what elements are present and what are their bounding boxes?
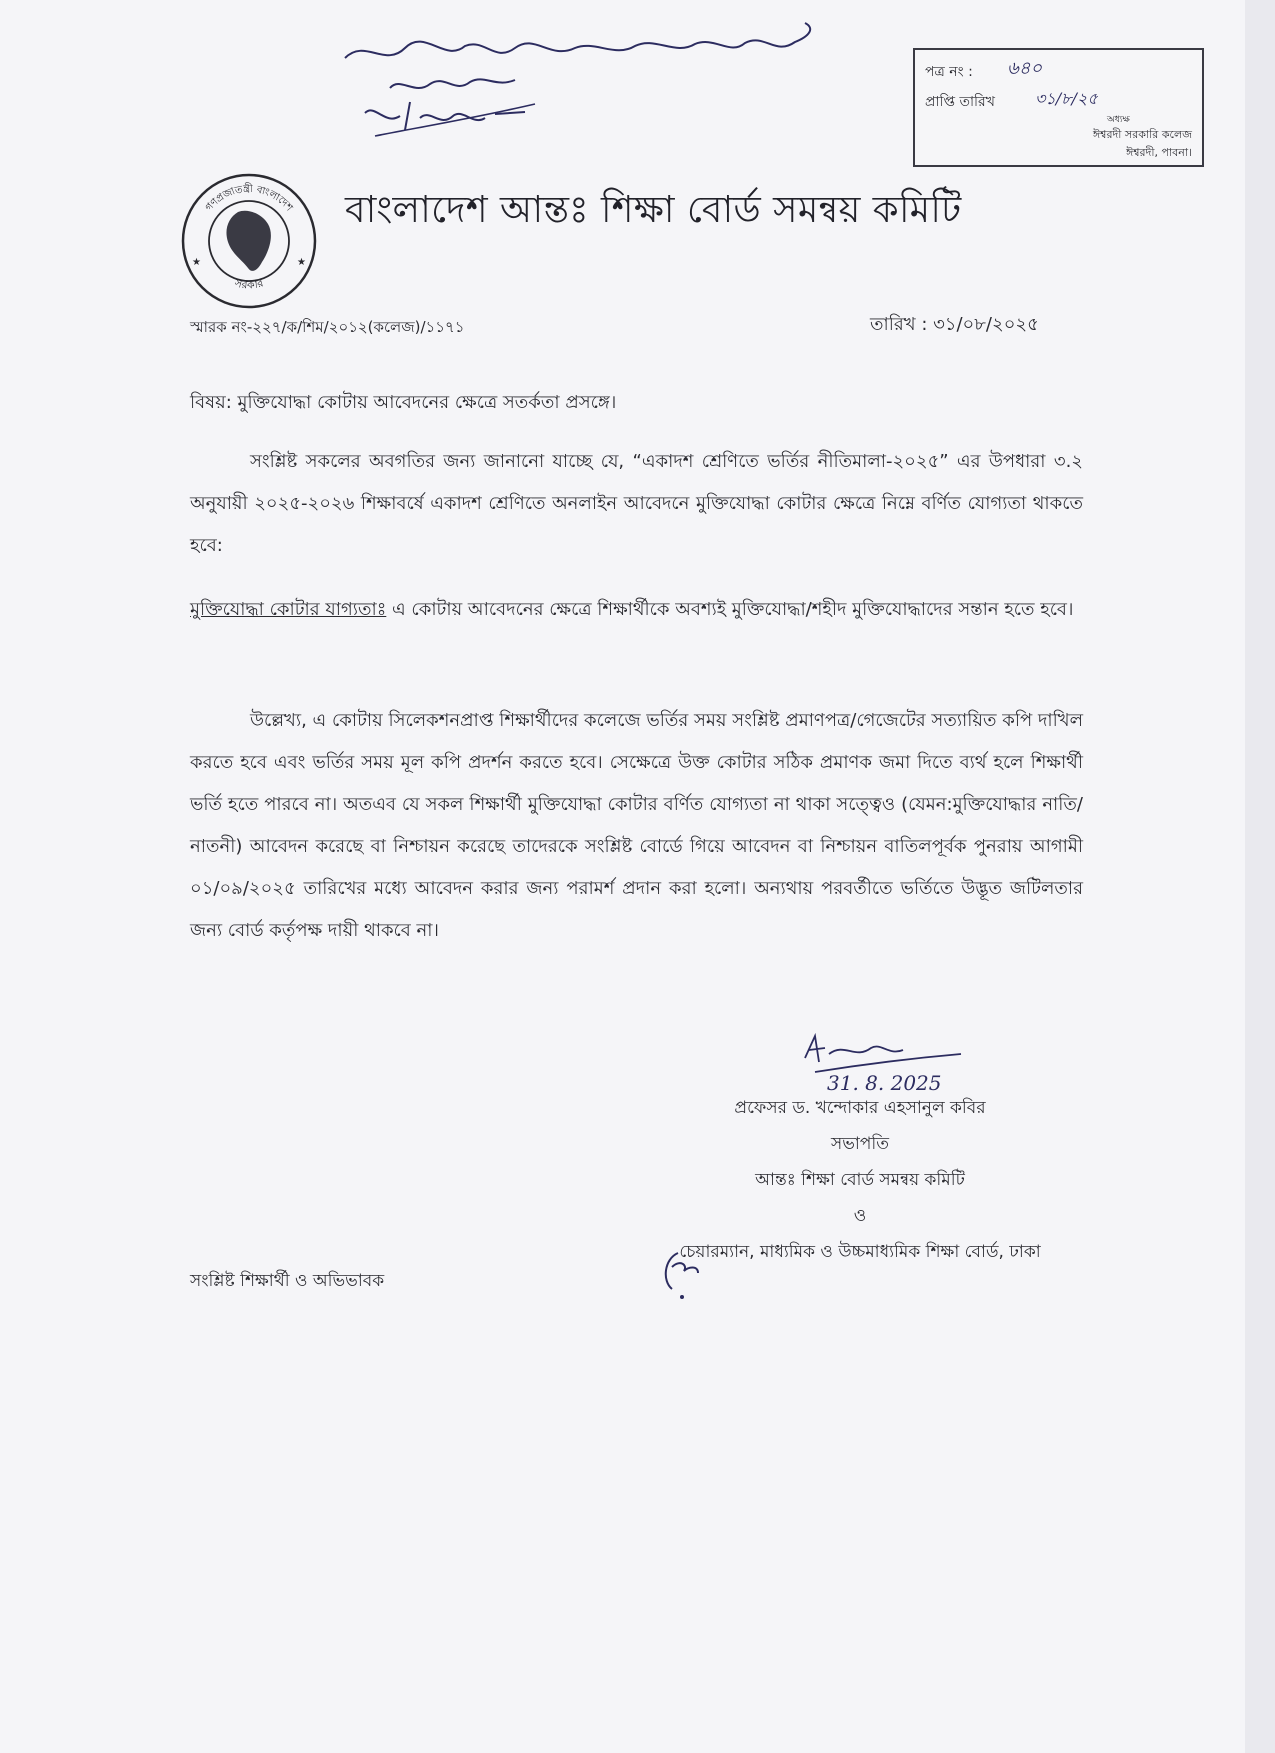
signature-block (625, 1090, 1095, 1270)
seal-bottom-text: সরকার (233, 276, 265, 292)
initial-mark (658, 1245, 708, 1300)
government-seal-icon (178, 170, 320, 312)
letter-no-value: ৬৪০ (1007, 58, 1043, 79)
stamp-designation: অধ্যক্ষ (1107, 115, 1130, 125)
received-date-value: ৩১/৮/২৫ (1035, 89, 1098, 108)
scan-edge (1245, 0, 1275, 1753)
stamp-college: ঈশ্বরদী সরকারি কলেজ (1093, 128, 1192, 141)
received-date-label: প্রাপ্তি তারিখ (925, 94, 995, 110)
signatory-and: ও (853, 1206, 867, 1226)
recipient-line: সংশ্লিষ্ট শিক্ষার্থী ও অভিভাবক (190, 1271, 385, 1291)
memo-number: স্মারক নং-২২৭/ক/শিম/২০১২(কলেজ)/১১৭১ (190, 318, 465, 336)
qualification-label: মুক্তিযোদ্ধা কোটার যাগ্যতাঃ (190, 599, 387, 620)
signature-scribble (785, 1028, 985, 1098)
board-title: বাংলাদেশ আন্তঃ শিক্ষা বোর্ড সমন্বয় কমিটি (345, 188, 962, 231)
letter-no-label: পত্র নং : (925, 64, 973, 80)
signature-date: 31. 8. 2025 (827, 1071, 942, 1095)
svg-text:★: ★ (192, 257, 201, 268)
svg-text:গণপ্রজাতন্ত্রী বাংলাদেশ (204, 182, 295, 214)
svg-text:সরকার (232, 276, 265, 292)
seal-top-text: গণপ্রজাতন্ত্রী বাংলাদেশ (203, 183, 295, 214)
paragraph-qualification (190, 589, 1083, 631)
signatory-chair: চেয়ারম্যান, মাধ্যমিক ও উচ্চমাধ্যমিক শিক্ষা বোর্ড, ঢাকা (679, 1242, 1041, 1262)
svg-text:★: ★ (297, 257, 306, 268)
qualification-text: এ কোটায় আবেদনের ক্ষেত্রে শিক্ষার্থীকে অবশ্যই মুক্তিযোদ্ধা/শহীদ মুক্তিযোদ্ধাদের সন্তান হতে হবে। (386, 599, 1074, 620)
signatory-title: সভাপতি (831, 1134, 889, 1154)
signatory-name: প্রফেসর ড. খন্দোকার এহসানুল কবির (734, 1098, 986, 1118)
letter-date: তারিখ : ৩১/০৮/২০২৫ (870, 314, 1039, 335)
received-stamp (913, 48, 1204, 167)
subject-line: বিষয়: মুক্তিযোদ্ধা কোটায় আবেদনের ক্ষেত্রে সতর্কতা প্রসঙ্গে। (190, 392, 617, 413)
stamp-place: ঈশ্বরদী, পাবনা। (1126, 146, 1192, 159)
paragraph-instructions: উল্লেখ্য, এ কোটায় সিলেকশনপ্রাপ্ত শিক্ষার্থীদের কলেজে ভর্তির সময় সংশ্লিষ্ট প্রমাণপত্র/গেজেটের সত্যায়িত কপি দাখিল করতে হবে এবং ভর্তির সময় মূল কপি প্রদর্শন করতে হবে। সেক্ষেত্রে উক্ত কোটার সঠিক প্রমাণক জমা দিতে ব্যর্থ হলে শিক্ষার্থী ভর্তি হতে পারবে না। অতএব যে সকল শিক্ষার্থী মুক্তিযোদ্ধা কোটার বর্ণিত যোগ্যতা না থাকা সত্ত্বেও (যেমন:মুক্তিযোদ্ধার নাতি/নাতনী) আবেদন করেছে বা নিশ্চায়ন করেছে তাদেরকে সংশ্লিষ্ট বোর্ডে গিয়ে আবেদন বা নিশ্চায়ন বাতিলপূর্বক পুনরায় আগামী ০১/০৯/২০২৫ তারিখের মধ্যে আবেদন করার জন্য পরামর্শ প্রদান করা হলো। অন্যথায় পরবর্তীতে ভর্তিতে উদ্ভূত জটিলতার জন্য বোর্ড কর্তৃপক্ষ দায়ী থাকবে না। (190, 710, 1083, 941)
handwritten-note (335, 18, 895, 148)
signatory-committee: আন্তঃ শিক্ষা বোর্ড সমন্বয় কমিটি (755, 1170, 965, 1190)
paragraph-intro: সংশ্লিষ্ট সকলের অবগতির জন্য জানানো যাচ্ছে যে, “একাদশ শ্রেণিতে ভর্তির নীতিমালা-২০২৫” এর উপধারা ৩.২ অনুযায়ী ২০২৫-২০২৬ শিক্ষাবর্ষে একাদশ শ্রেণিতে অনলাইন আবেদনে মুক্তিযোদ্ধা কোটার ক্ষেত্রে নিম্নে বর্ণিত যোগ্যতা থাকতে হবে: (190, 451, 1083, 556)
